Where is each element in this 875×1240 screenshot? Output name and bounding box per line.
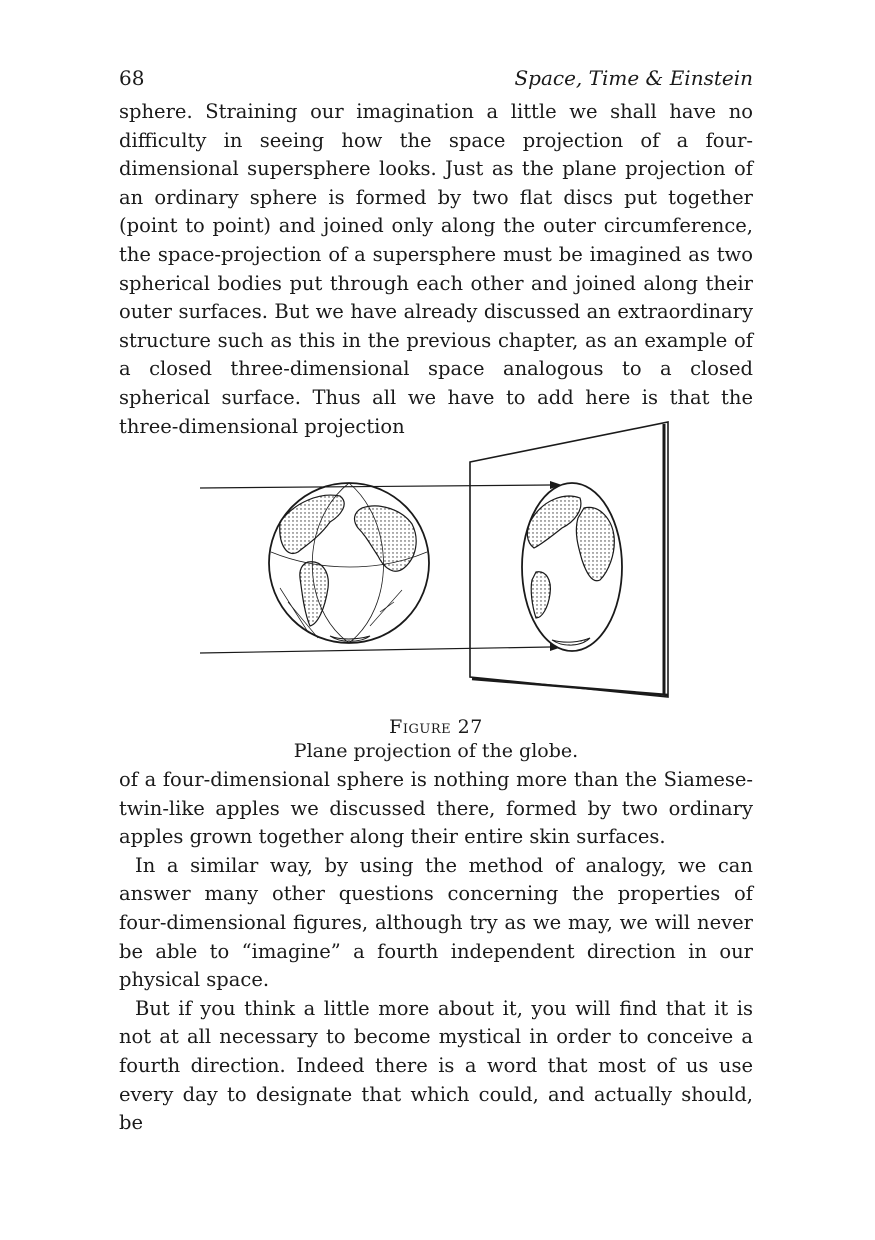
figure-label	[119, 716, 753, 738]
running-title: Space, Time & Einstein	[514, 66, 753, 90]
globe	[269, 483, 429, 643]
globe-projection-diagram	[180, 412, 690, 712]
paragraph: But if you think a little more about it, you will find that it is not at all necessary to become mystical in order to conceive a fourth direction. Indeed there is a word that most of us use every day to designate that which could, and actually should, be	[119, 996, 753, 1135]
body-text-top	[119, 98, 753, 441]
page-number: 68	[119, 66, 145, 90]
paragraph-continued: sphere. Straining our imagination a little we shall have no difficulty in seeing how the space projection of a four-dimensional supersphere looks. Just as the plane projection of an ordinary sphere is formed by two flat discs put together (point to point) and joined only along the outer circumference, the space-projection of a supersphere must be imagined as two spherical bodies put through each other and joined along their outer surfaces. But we have already discussed an extraordinary structure such as this in the previous chapter, as an example of a closed three-dimensional space analogous to a closed spherical surface. Thus all we have to add here is that the three-dimensional projection	[119, 100, 753, 438]
paragraph: In a similar way, by using the method of analogy, we can answer many other questions concerning the properties of four-dimensional figures, although try as we may, we will never be able to “imagine” a fourth independent direction in our physical space.	[119, 853, 753, 992]
figure-number: Figure 27	[389, 716, 483, 738]
figure-illustration	[180, 412, 690, 712]
figure-caption: Plane projection of the globe.	[293, 740, 579, 762]
body-text-bottom	[119, 766, 753, 1138]
running-head	[119, 66, 753, 94]
projected-globe	[522, 483, 622, 651]
paragraph: of a four-dimensional sphere is nothing more than the Siamese-twin-like apples we discussed there, formed by two ordinary apples grown together along their entire skin surfaces.	[119, 768, 753, 849]
